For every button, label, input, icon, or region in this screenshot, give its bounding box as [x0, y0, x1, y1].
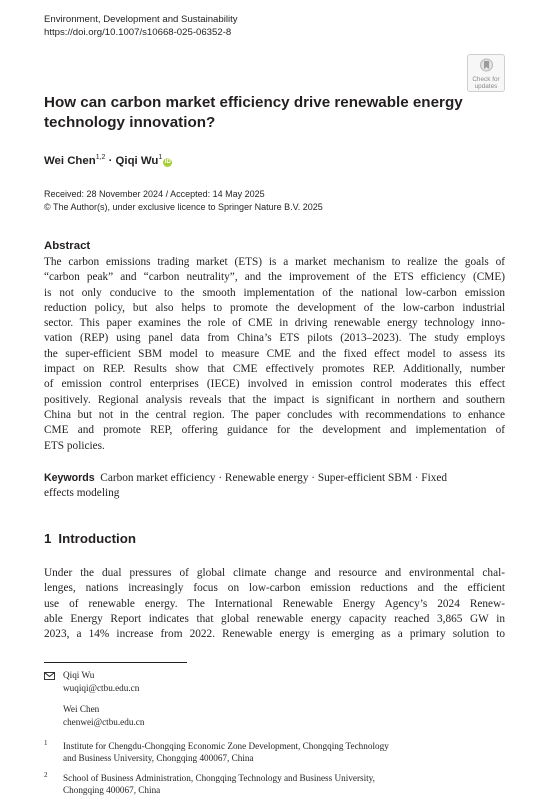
journal-name: Environment, Development and Sustainability [44, 14, 238, 25]
keywords-line1: Carbon market efficiency · Renewable energy · Super-efficient SBM · Fixed [100, 472, 448, 484]
author-name[interactable]: Qiqi Wu [115, 154, 159, 167]
affiliation-line: and Business University, Chongqing 400067, China [63, 753, 254, 764]
keywords-block [44, 471, 505, 501]
author-affiliation-sup: 1,2 [95, 154, 106, 161]
bookmark-icon [480, 58, 493, 74]
abstract-line: CME and promote REP, offering guidance for the development and implementation of [44, 424, 505, 437]
section-title: Introduction [58, 531, 136, 546]
author-affiliation-sup: 1 [158, 154, 163, 161]
affiliation-number: 2 [44, 771, 48, 779]
paragraph-line: use of renewable energy. The International Renewable Energy Agency’s 2024 Renew- [44, 597, 505, 610]
affiliation-line: School of Business Administration, Chongqing Technology and Business University, [63, 773, 375, 783]
abstract-line: impact on REP. Results show that CME effectively promotes REP. Additionally, number [44, 363, 505, 376]
keywords-line2: effects modeling [44, 487, 120, 500]
abstract-line: The carbon emissions trading market (ETS) is a market mechanism to realize the goals of [44, 256, 505, 268]
author-name[interactable]: Wei Chen [44, 154, 96, 167]
author-list [44, 151, 172, 168]
coauthor-email[interactable]: chenwei@ctbu.edu.cn [63, 717, 145, 727]
coauthor-name: Wei Chen [63, 704, 100, 714]
section-heading-introduction [44, 531, 136, 546]
abstract-line: China but not in the central region. The paper concludes with recommendations to enhance [44, 408, 505, 421]
abstract-line: “carbon peak” and “carbon neutrality”, and the improvement of the ETS efficiency (CME) [44, 271, 505, 284]
check-label-line1: Check for [472, 76, 500, 83]
envelope-icon [44, 672, 55, 680]
paragraph-line: lenges, nations increasingly focus on low-carbon emission reductions and the efficient [44, 582, 505, 595]
corresponding-author-email[interactable]: wuqiqi@ctbu.edu.cn [63, 683, 140, 693]
orcid-icon[interactable]: iD [164, 158, 171, 165]
doi-link[interactable]: https://doi.org/10.1007/s10668-025-06352-8 [44, 27, 232, 38]
abstract-line: positively. Regional analysis reveals that the impact is significant in northern and southern [44, 393, 505, 406]
abstract-line: vation (REP) using panel data from China’s ETS pilots (2013–2023). The study employs [44, 332, 505, 345]
paragraph-line: Under the dual pressures of global climate change and resource and environmental chal- [44, 567, 505, 579]
affiliation-2 [63, 772, 483, 796]
check-label-line2: updates [474, 83, 498, 90]
affiliation-line: Chongqing 400067, China [63, 785, 161, 796]
copyright-license: © The Author(s), under exclusive licence to Springer Nature B.V. 2025 [44, 202, 323, 212]
article-title: How can carbon market efficiency drive renewable energy technology innovation? [44, 94, 463, 131]
abstract-line: reduction policy, but also helps to promote the development of the low-carbon industrial [44, 301, 505, 314]
affiliation-1 [63, 740, 483, 764]
paragraph-line: 2023, a 14% increase from 2022. Renewable energy is emerging as a primary solution to [44, 628, 505, 641]
received-accepted-dates: Received: 28 November 2024 / Accepted: 14 May 2025 [44, 189, 265, 199]
section-number: 1 [44, 531, 52, 546]
abstract-line: sector. This paper examines the role of CME in driving renewable energy technology inno- [44, 317, 505, 330]
affiliation-number: 1 [44, 739, 48, 747]
check-for-updates-badge[interactable] [467, 54, 505, 92]
abstract-line: is not only conducive to the smooth implementation of the national low-carbon emission [44, 286, 505, 299]
abstract-line: ETS policies. [44, 439, 105, 452]
author-separator: · [105, 154, 116, 167]
introduction-text [44, 566, 505, 642]
corresponding-author-name: Qiqi Wu [63, 670, 95, 680]
affiliation-line: Institute for Chengdu-Chongqing Economic Zone Development, Chongqing Technology [63, 741, 389, 751]
paragraph-line: able Energy Report indicates that global renewable energy capacity reached 3,865 GW in [44, 612, 505, 625]
keywords-heading: Keywords [44, 472, 95, 484]
abstract-heading: Abstract [44, 240, 91, 252]
footnote-divider [44, 662, 187, 663]
abstract-text [44, 255, 505, 454]
abstract-line: of emission control enterprises (IECE) involved in emission control moderates this effect [44, 378, 505, 391]
abstract-line: the super-efficient SBM model to measure CME and the fixed effect model to assess its [44, 347, 505, 360]
